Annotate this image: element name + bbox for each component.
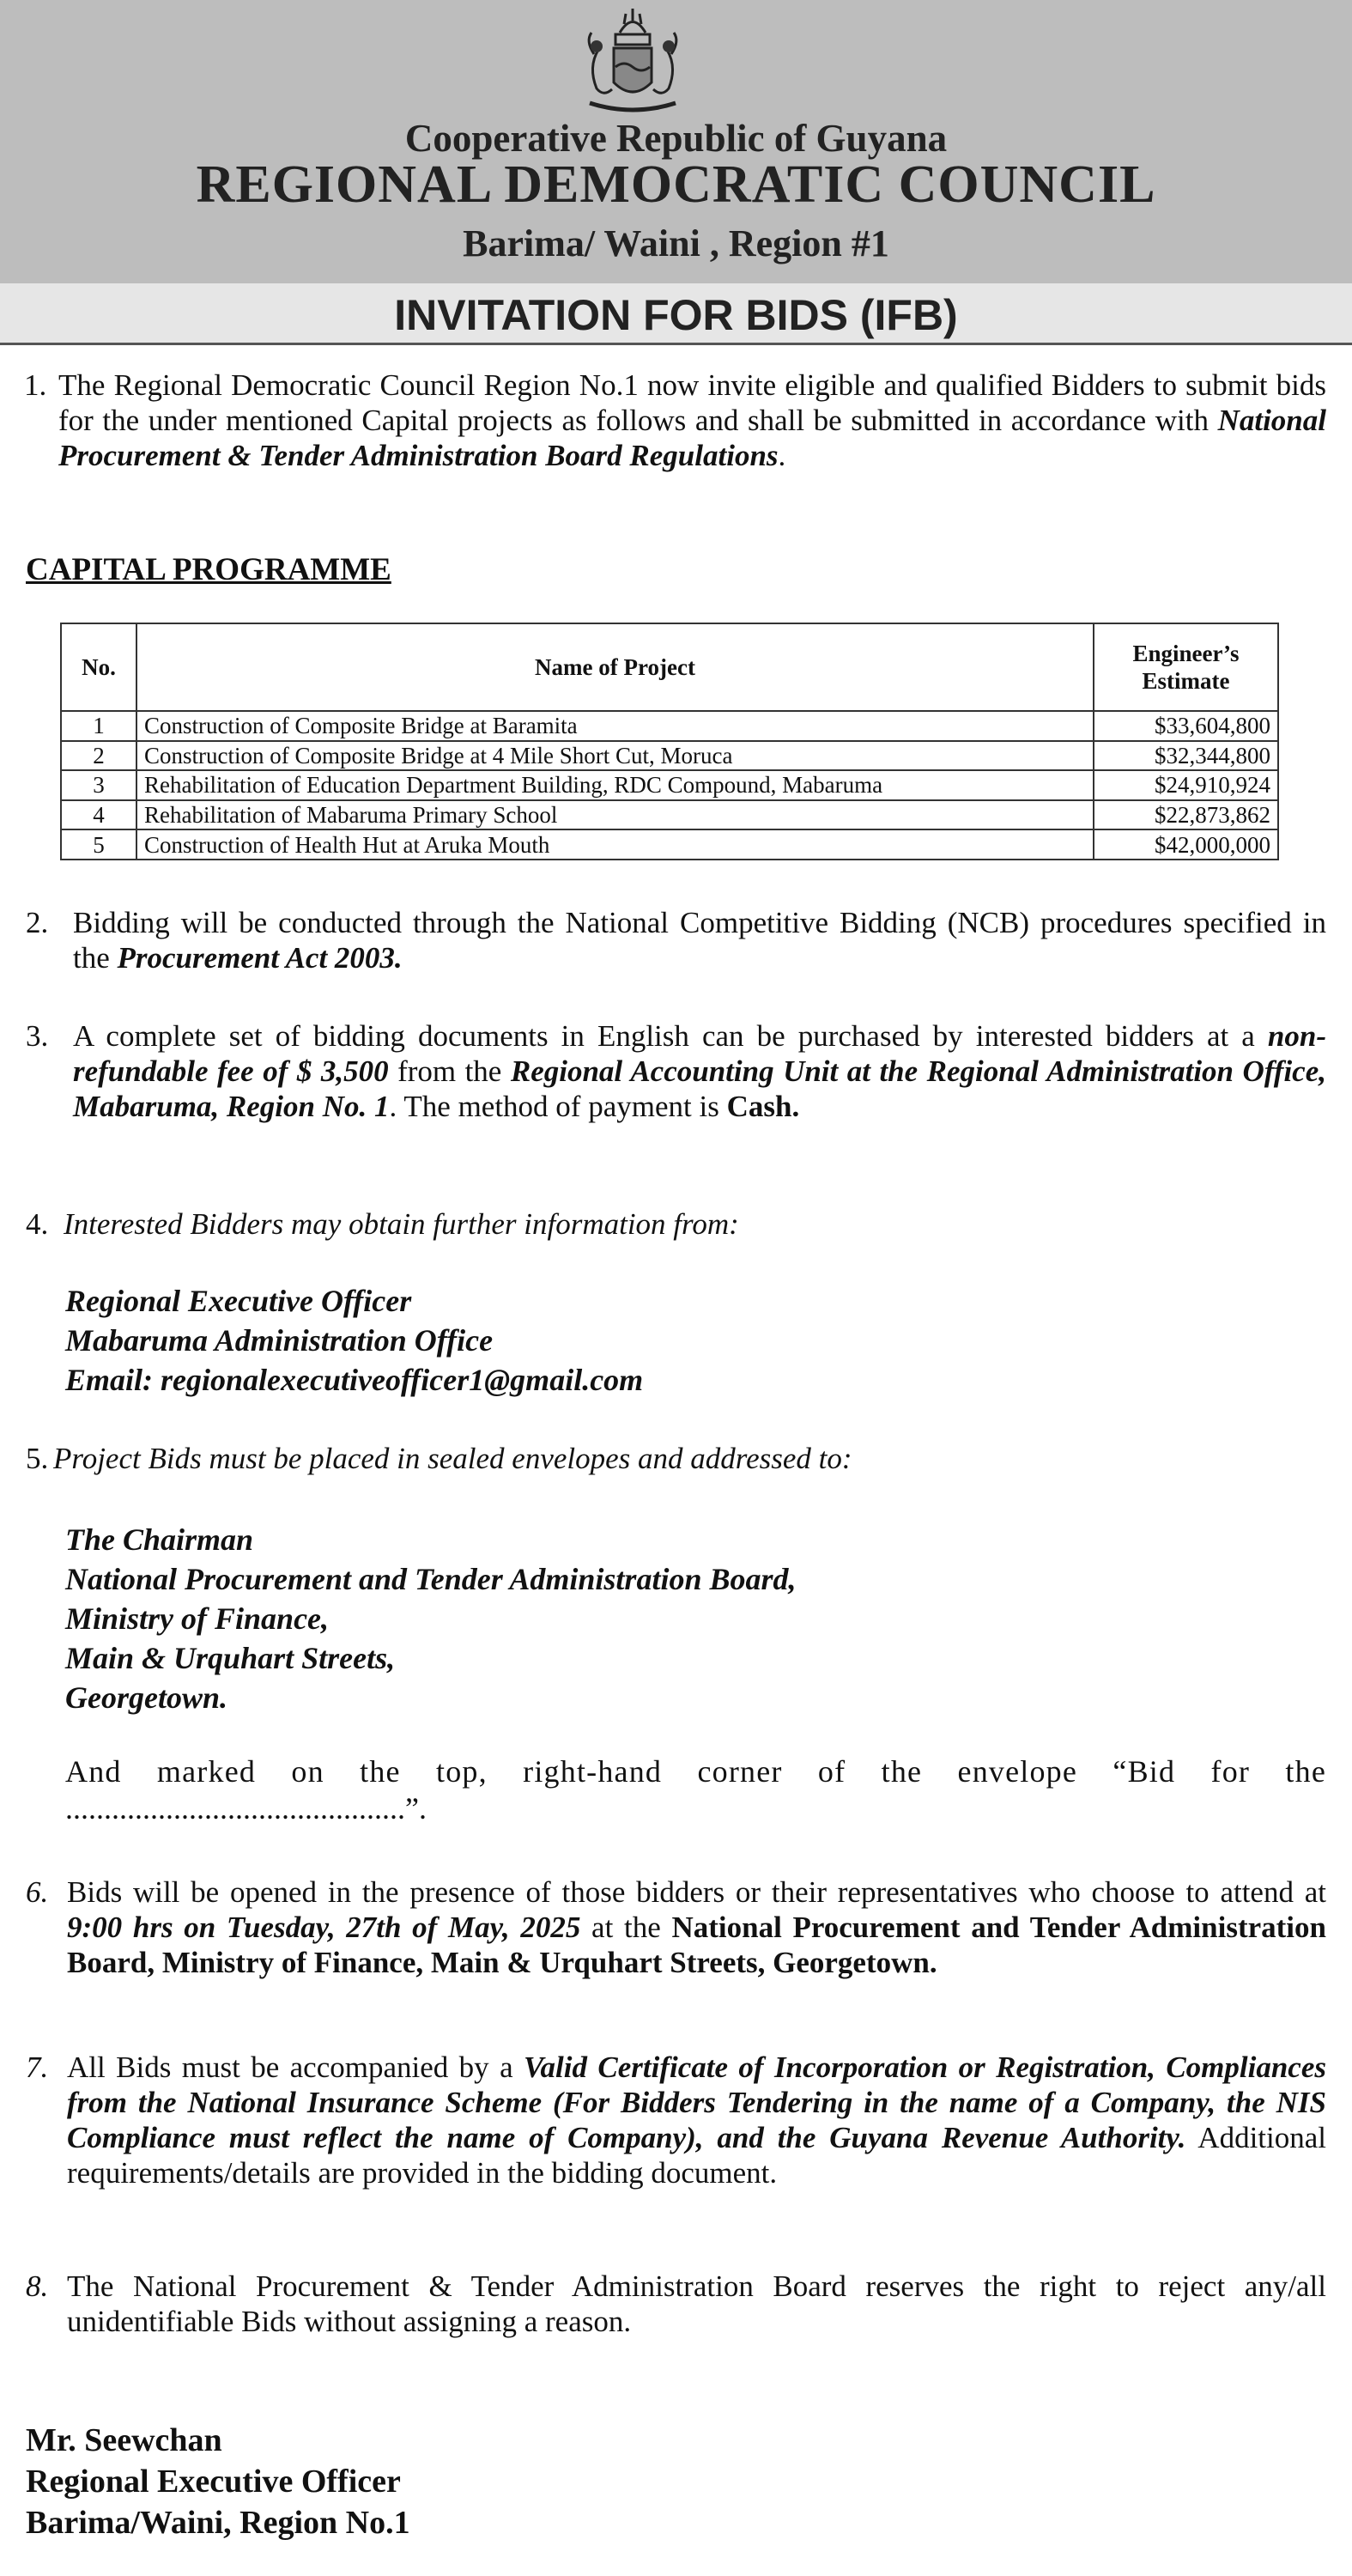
signature-block bbox=[26, 2420, 410, 2543]
required-documents: Valid Certificate of Incorporation or Registration, Compliances from the National Insurance Scheme (For Bidders Tendering in the name of a Company, the NIS Compliance must reflect the name of Company), and the Guyana Revenue Authority. bbox=[67, 2050, 1326, 2154]
envelope-marking-note bbox=[65, 1753, 1326, 1827]
opening-date: 9:00 hrs on Tuesday, 27th of May, 2025 bbox=[67, 1911, 581, 1944]
row-number: 2 bbox=[61, 741, 136, 771]
column-header-project: Name of Project bbox=[136, 623, 1094, 711]
act-reference: Procurement Act 2003. bbox=[117, 941, 403, 975]
paragraph-text: Bidding will be conducted through the National Competitive Bidding (NCB) procedures specified in the bbox=[73, 906, 1326, 975]
paragraph-text: . The method of payment is bbox=[389, 1090, 727, 1123]
project-name: Rehabilitation of Education Department Building, RDC Compound, Mabaruma bbox=[136, 770, 1094, 800]
opening-location: National Procurement and Tender Administration Board, Ministry of Finance, Main & Urquhart Streets, Georgetown. bbox=[67, 1911, 1326, 1979]
paragraph-4 bbox=[26, 1206, 1326, 1246]
table-row bbox=[61, 770, 1278, 800]
row-number: 4 bbox=[61, 800, 136, 830]
paragraph-number: 6. bbox=[26, 1875, 49, 1909]
paragraph-text: at the bbox=[580, 1911, 672, 1944]
paragraph-text: All Bids must be accompanied by a bbox=[67, 2050, 524, 2084]
paragraph-1 bbox=[24, 368, 1326, 513]
address-line: Georgetown. bbox=[65, 1680, 227, 1715]
paragraph-number: 2. bbox=[26, 906, 49, 939]
project-name: Rehabilitation of Mabaruma Primary School bbox=[136, 800, 1094, 830]
paragraph-text: Interested Bidders may obtain further information from: bbox=[64, 1207, 739, 1241]
paragraph-number: 3. bbox=[26, 1019, 49, 1053]
paragraph-6 bbox=[26, 1874, 1326, 2020]
address-line: Main & Urquhart Streets, bbox=[65, 1641, 396, 1675]
table-header-row bbox=[61, 623, 1278, 711]
project-estimate: $42,000,000 bbox=[1094, 829, 1278, 860]
coat-of-arms-icon bbox=[573, 7, 693, 120]
purchase-location: Regional Accounting Unit at the Regional Administration Office, Mabaruma, Region No. 1 bbox=[73, 1054, 1326, 1123]
paragraph-2 bbox=[26, 905, 1326, 982]
fee-amount: non-refundable fee of $ 3,500 bbox=[73, 1019, 1326, 1088]
project-estimate: $24,910,924 bbox=[1094, 770, 1278, 800]
table-row bbox=[61, 711, 1278, 741]
regulations-reference: National Procurement & Tender Administration Board Regulations bbox=[58, 404, 1326, 472]
signatory-title: Regional Executive Officer bbox=[26, 2464, 401, 2500]
project-name: Construction of Composite Bridge at Baramita bbox=[136, 711, 1094, 741]
project-estimate: $32,344,800 bbox=[1094, 741, 1278, 771]
paragraph-number: 8. bbox=[26, 2269, 49, 2303]
project-name: Construction of Health Hut at Aruka Mouth bbox=[136, 829, 1094, 860]
paragraph-number: 7. bbox=[26, 2050, 49, 2084]
column-header-no: No. bbox=[61, 623, 136, 711]
project-estimate: $22,873,862 bbox=[1094, 800, 1278, 830]
row-number: 3 bbox=[61, 770, 136, 800]
paragraph-text: Project Bids must be placed in sealed envelopes and addressed to: bbox=[53, 1442, 852, 1475]
paragraph-text: The National Procurement & Tender Administration Board reserves the right to reject any/all unidentifiable Bids without assigning a reason. bbox=[67, 2269, 1326, 2338]
table-row bbox=[61, 741, 1278, 771]
project-name: Construction of Composite Bridge at 4 Mile Short Cut, Moruca bbox=[136, 741, 1094, 771]
paragraph-text-end: . bbox=[778, 439, 786, 472]
contact-email: Email: regionalexecutiveofficer1@gmail.com bbox=[65, 1363, 644, 1397]
column-header-estimate: Engineer’s Estimate bbox=[1094, 623, 1278, 711]
paragraph-number: 4. bbox=[26, 1207, 49, 1241]
row-number: 1 bbox=[61, 711, 136, 741]
country-name: Cooperative Republic of Guyana bbox=[404, 117, 948, 160]
paragraph-text: Additional requirements/details are provided in the bidding document. bbox=[67, 2121, 1326, 2190]
signatory-name: Mr. Seewchan bbox=[26, 2422, 222, 2458]
table-row bbox=[61, 829, 1278, 860]
address-line: National Procurement and Tender Administration Board, bbox=[65, 1562, 797, 1596]
address-block bbox=[65, 1520, 796, 1717]
paragraph-number: 1. bbox=[24, 368, 47, 402]
paragraph-number: 5. bbox=[26, 1442, 49, 1475]
project-estimate: $33,604,800 bbox=[1094, 711, 1278, 741]
marking-line-1: And marked on the top, right-hand corner of the envelope “Bid for the bbox=[65, 1754, 1326, 1789]
paragraph-text: from the bbox=[388, 1054, 511, 1088]
council-name: REGIONAL DEMOCRATIC COUNCIL bbox=[196, 155, 1156, 214]
paragraph-5 bbox=[26, 1441, 1326, 1480]
capital-programme-heading: CAPITAL PROGRAMME bbox=[26, 552, 391, 587]
address-line: Ministry of Finance, bbox=[65, 1601, 330, 1636]
contact-office: Mabaruma Administration Office bbox=[65, 1323, 494, 1358]
paragraph-8 bbox=[26, 2269, 1326, 2346]
region-name: Barima/ Waini , Region #1 bbox=[463, 222, 889, 264]
paragraph-text: Bids will be opened in the presence of those bidders or their representatives who choose to attend at bbox=[67, 1875, 1326, 1909]
address-line: The Chairman bbox=[65, 1522, 254, 1557]
signatory-region: Barima/Waini, Region No.1 bbox=[26, 2505, 410, 2541]
marking-line-2: ............................................”. bbox=[65, 1791, 427, 1826]
paragraph-3 bbox=[26, 1018, 1326, 1130]
projects-table bbox=[60, 623, 1279, 860]
contact-block bbox=[65, 1281, 643, 1400]
page-title: INVITATION FOR BIDS (IFB) bbox=[394, 291, 958, 339]
paragraph-text: A complete set of bidding documents in English can be purchased by interested bidders at a bbox=[73, 1019, 1268, 1053]
table-row bbox=[61, 800, 1278, 830]
row-number: 5 bbox=[61, 829, 136, 860]
contact-title: Regional Executive Officer bbox=[65, 1284, 412, 1318]
paragraph-text: The Regional Democratic Council Region No.1 now invite eligible and qualified Bidders to submit bids for the under mentioned Capital projects as follows and shall be submitted in accordance with bbox=[58, 368, 1326, 437]
payment-method: Cash. bbox=[726, 1090, 800, 1123]
paragraph-7 bbox=[26, 2050, 1326, 2230]
